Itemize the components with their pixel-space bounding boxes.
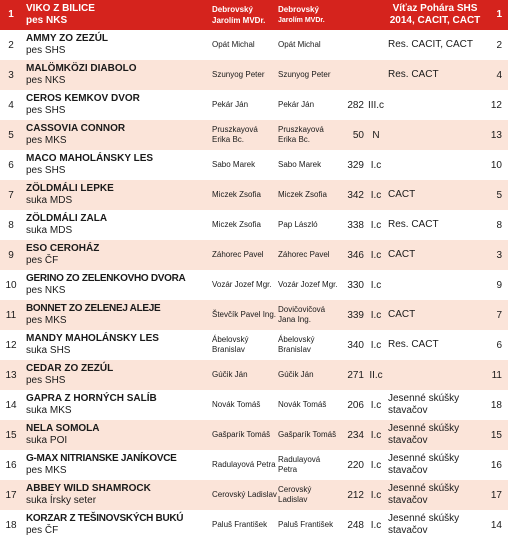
points-cell: 234 — [340, 420, 366, 450]
class-cell: I.c — [370, 159, 382, 171]
class-cell: I.c — [370, 519, 382, 531]
dog-cell — [22, 330, 212, 360]
table-row — [0, 90, 508, 120]
row-number: 3 — [0, 60, 22, 90]
judge1-cell: Vozár Jozef Mgr. — [212, 280, 272, 289]
dog-sex-club: pes ČF — [26, 255, 59, 266]
header-row — [0, 0, 508, 30]
points-cell: 271 — [340, 360, 366, 390]
judge2-cell: Gúčik Ján — [278, 360, 340, 390]
judge1-cell: Gúčik Ján — [212, 360, 278, 390]
judge1-cell: Szunyog Peter — [212, 60, 278, 90]
header-dog-sub: pes NKS — [26, 15, 68, 26]
dog-cell — [22, 300, 212, 330]
judge2-cell: Ábelovský Branislav — [278, 335, 315, 354]
header-dog-title: VIKO Z BILICE — [26, 3, 95, 14]
row-number: 18 — [5, 519, 17, 531]
row-number: 4 — [8, 99, 14, 111]
header-judge2 — [278, 0, 340, 30]
table-row — [0, 330, 508, 360]
dog-sex-club: pes MKS — [26, 135, 67, 146]
points-cell: 212 — [340, 480, 366, 510]
judge1-cell: Sabo Marek — [212, 160, 256, 169]
dog-cell — [22, 510, 212, 540]
rank-cell: 7 — [482, 300, 508, 330]
header-dog — [22, 0, 212, 30]
dog-cell — [22, 90, 212, 120]
rank-cell: 13 — [482, 120, 508, 150]
judge2-cell: Szunyog Peter — [278, 60, 340, 90]
row-number: 11 — [0, 300, 22, 330]
title-cell — [386, 90, 482, 120]
dog-name: MANDY MAHOLÁNSKY LES — [26, 333, 159, 344]
rank-cell: 6 — [496, 339, 502, 351]
judge2-cell: Gašparík Tomáš — [278, 420, 340, 450]
header-no: 1 — [0, 0, 22, 30]
dog-sex-club: pes SHS — [26, 105, 66, 116]
dog-name: CEDAR ZO ZEZÚL — [26, 363, 114, 374]
class-cell: I.c — [370, 279, 382, 291]
table-row — [0, 390, 508, 420]
judge2-cell: Pruszkayová Erika Bc. — [278, 120, 340, 150]
dog-cell — [22, 270, 212, 300]
title-cell: Res. CACT — [386, 60, 482, 90]
dog-sex-club: pes NKS — [26, 75, 66, 86]
points-cell: 342 — [340, 180, 366, 210]
dog-cell — [22, 420, 212, 450]
dog-sex-club: suka MDS — [26, 195, 73, 206]
dog-name: GERINO ZO ZELENKOVHO DVORA — [26, 273, 186, 284]
table-row — [0, 270, 508, 300]
dog-sex-club: pes SHS — [26, 165, 66, 176]
judge2-cell: Vozár Jozef Mgr. — [278, 280, 338, 289]
rank-cell: 10 — [490, 159, 502, 171]
dog-name: CEROS KEMKOV DVOR — [26, 93, 140, 104]
points-cell: 50 — [340, 120, 366, 150]
title-cell: Res. CACT — [388, 339, 439, 350]
row-number: 10 — [5, 279, 17, 291]
title-cell: Jesenné skúšky stavačov — [386, 480, 482, 510]
dog-cell — [22, 150, 212, 180]
points-cell: 220 — [347, 459, 364, 471]
points-cell: 206 — [347, 399, 364, 411]
dog-cell — [22, 360, 212, 390]
table-row — [0, 510, 508, 540]
judge2-cell: Opát Michal — [278, 40, 321, 49]
judge2-cell: Záhorec Pavel — [278, 240, 340, 270]
points-cell: 339 — [340, 300, 366, 330]
judge1-cell: Záhorec Pavel — [212, 240, 278, 270]
header-title-main: Víťaz Pohára SHS — [392, 3, 478, 14]
table-row — [0, 150, 508, 180]
dog-sex-club: suka SHS — [26, 345, 71, 356]
title-cell — [386, 360, 482, 390]
table-row — [0, 60, 508, 90]
rank-cell: 17 — [482, 480, 508, 510]
dog-cell — [22, 240, 212, 270]
row-number: 13 — [0, 360, 22, 390]
class-cell — [366, 30, 386, 60]
row-number: 5 — [0, 120, 22, 150]
dog-sex-club: pes ČF — [26, 525, 59, 536]
title-cell — [386, 150, 482, 180]
dog-cell — [22, 390, 212, 420]
judge2-cell: Radulayová Petra — [278, 455, 321, 474]
dog-sex-club: pes NKS — [26, 285, 66, 296]
judge1-cell: Pruszkayová Erika Bc. — [212, 120, 278, 150]
judge2-cell: Cerovský Ladislav — [278, 480, 340, 510]
rank-cell: 15 — [482, 420, 508, 450]
judge2-cell: Dovičovičová Jana Ing. — [278, 300, 340, 330]
table-row — [0, 300, 508, 330]
row-number: 14 — [5, 399, 17, 411]
rank-cell: 18 — [490, 399, 502, 411]
judge1-cell: Radulayová Petra — [212, 460, 276, 469]
dog-name: KORZAR Z TEŠINOVSKÝCH BUKÚ — [26, 513, 184, 524]
table-row — [0, 120, 508, 150]
rank-cell: 16 — [490, 459, 502, 471]
class-cell: I.c — [366, 420, 386, 450]
class-cell: I.c — [370, 219, 382, 231]
dog-name: NELA SOMOLA — [26, 423, 100, 434]
row-number: 17 — [0, 480, 22, 510]
row-number: 8 — [8, 219, 14, 231]
rank-cell: 14 — [490, 519, 502, 531]
class-cell: I.c — [370, 399, 382, 411]
header-judge1: Debrovský Jarolím MVDr. — [212, 0, 278, 30]
title-cell: Jesenné skúšky stavačov — [388, 513, 460, 536]
judge1-cell: Opát Michal — [212, 40, 255, 49]
class-cell: II.c — [366, 360, 386, 390]
header-title — [386, 0, 482, 30]
table-row — [0, 480, 508, 510]
title-cell: Jesenné skúšky stavačov — [388, 393, 460, 416]
header-judge2-sub: Jarolím MVDr. — [278, 17, 325, 24]
row-number: 2 — [8, 39, 14, 51]
rank-cell: 5 — [482, 180, 508, 210]
dog-sex-club: suka MDS — [26, 225, 73, 236]
points-cell: 338 — [347, 219, 364, 231]
judge1-cell: Pekár Ján — [212, 100, 249, 109]
rank-cell: 4 — [482, 60, 508, 90]
rank-cell: 11 — [482, 360, 508, 390]
dog-name: ZÖLDMÁLI LEPKE — [26, 183, 114, 194]
judge1-cell: Paluš František — [212, 520, 268, 529]
judge1-cell: Gašparík Tomáš — [212, 420, 278, 450]
dog-name: ESO CEROHÁZ — [26, 243, 100, 254]
title-cell: CACT — [386, 180, 482, 210]
points-cell — [340, 30, 366, 60]
class-cell: I.c — [370, 459, 382, 471]
title-cell: Jesenné skúšky stavačov — [386, 420, 482, 450]
rank-cell: 3 — [482, 240, 508, 270]
class-cell: I.c — [366, 180, 386, 210]
judge2-cell: Pekár Ján — [278, 100, 315, 109]
points-cell: 282 — [347, 99, 364, 111]
dog-cell — [22, 120, 212, 150]
header-judge2-main: Debrovský — [278, 5, 319, 14]
dog-cell — [22, 480, 212, 510]
dog-name: GAPRA Z HORNÝCH SALÍB — [26, 393, 157, 404]
title-cell: CACT — [386, 240, 482, 270]
dog-name: MACO MAHOLÁNSKY LES — [26, 153, 154, 164]
dog-name: ZÖLDMÁLI ZALA — [26, 213, 108, 224]
dog-sex-club: pes MKS — [26, 465, 67, 476]
class-cell: III.c — [367, 99, 385, 111]
points-cell: 248 — [347, 519, 364, 531]
dog-cell — [22, 180, 212, 210]
dog-sex-club: pes MKS — [26, 315, 67, 326]
dog-name: CASSOVIA CONNOR — [26, 123, 126, 134]
table-row — [0, 210, 508, 240]
title-cell: Res. CACIT, CACT — [388, 39, 474, 50]
points-cell: 340 — [347, 339, 364, 351]
row-number: 15 — [0, 420, 22, 450]
class-cell: N — [366, 120, 386, 150]
points-cell: 329 — [347, 159, 364, 171]
class-cell: I.c — [366, 300, 386, 330]
judge2-cell: Miczek Zsofia — [278, 180, 340, 210]
dog-sex-club: pes SHS — [26, 375, 66, 386]
rank-cell: 9 — [496, 279, 502, 291]
points-cell: 346 — [340, 240, 366, 270]
table-row — [0, 30, 508, 60]
class-cell: I.c — [370, 339, 382, 351]
dog-name: BONNET ZO ZELENEJ ALEJE — [26, 303, 161, 314]
points-cell: 330 — [347, 279, 364, 291]
dog-cell — [22, 450, 212, 480]
dog-cell — [22, 210, 212, 240]
rank-cell: 8 — [496, 219, 502, 231]
judge2-cell: Novák Tomáš — [278, 400, 327, 409]
dog-name: G-MAX NITRIANSKE JANÍKOVCE — [26, 453, 177, 464]
judge2-cell: Sabo Marek — [278, 160, 322, 169]
dog-cell — [22, 60, 212, 90]
table-row — [0, 240, 508, 270]
table-row — [0, 360, 508, 390]
row-number: 16 — [5, 459, 17, 471]
judge1-cell: Ábelovský Branislav — [212, 335, 249, 354]
table-row — [0, 450, 508, 480]
rank-cell: 2 — [496, 39, 502, 51]
header-points — [340, 0, 366, 30]
points-cell — [340, 60, 366, 90]
judge1-cell: Števčík Pavel Ing. — [212, 300, 278, 330]
table-row — [0, 420, 508, 450]
dog-sex-club: suka MKS — [26, 405, 72, 416]
dog-name: ABBEY WILD SHAMROCK — [26, 483, 151, 494]
judge1-cell: Miczek Zsofia — [212, 180, 278, 210]
row-number: 9 — [0, 240, 22, 270]
class-cell: I.c — [366, 240, 386, 270]
judge1-cell: Cerovský Ladislav — [212, 480, 278, 510]
dog-name: MALÖMKÖZI DIABOLO — [26, 63, 137, 74]
class-cell — [366, 60, 386, 90]
dog-name: AMMY ZO ZEZÚL — [26, 33, 109, 44]
row-number: 7 — [0, 180, 22, 210]
header-title-sub: 2014, CACIT, CACT — [389, 15, 481, 26]
dog-sex-club: pes SHS — [26, 45, 66, 56]
title-cell: Res. CACT — [388, 219, 439, 230]
table-row — [0, 180, 508, 210]
title-cell: CACT — [386, 300, 482, 330]
dog-cell — [22, 30, 212, 60]
judge1-cell: Novák Tomáš — [212, 400, 261, 409]
header-class — [366, 0, 386, 30]
title-cell: Jesenné skúšky stavačov — [388, 453, 460, 476]
dog-sex-club: suka Írsky seter — [26, 495, 97, 506]
dog-sex-club: suka POI — [26, 435, 68, 446]
header-rank: 1 — [482, 0, 508, 30]
judge2-cell: Pap László — [278, 220, 318, 229]
row-number: 12 — [5, 339, 17, 351]
results-body — [0, 30, 508, 540]
judge1-cell: Miczek Zsofia — [212, 220, 261, 229]
row-number: 6 — [8, 159, 14, 171]
rank-cell: 12 — [490, 99, 502, 111]
title-cell — [386, 120, 482, 150]
class-cell: I.c — [366, 480, 386, 510]
judge2-cell: Paluš František — [278, 520, 334, 529]
title-cell — [386, 270, 482, 300]
